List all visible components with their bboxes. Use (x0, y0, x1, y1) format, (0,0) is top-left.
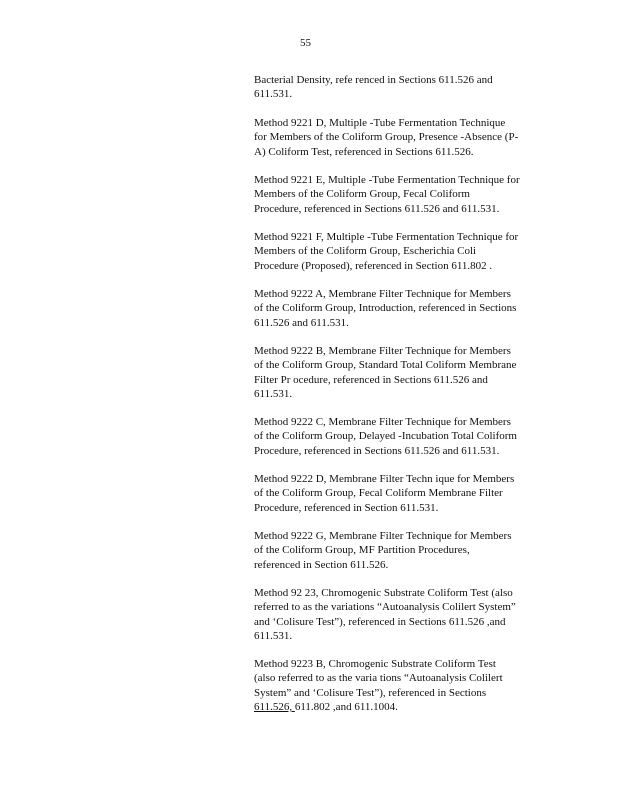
reference-entry: Method 9221 D, Multiple -Tube Fermentation Technique for Members of the Coliform Group, Presence -Absence (P- A) Coliform Test, referenced in Sections 611.526. (254, 117, 519, 158)
reference-entry (254, 657, 540, 714)
reference-entry: Method 9222 G, Membrane Filter Technique for Members of the Coliform Group, MF Partition Procedures, referenced in Section 611.526. (254, 530, 512, 571)
reference-entry: Method 9222 A, Membrane Filter Technique for Members of the Coliform Group, Introduction, referenced in Sections 611.526 and 611.531. (254, 288, 517, 329)
page-number: 55 (300, 37, 311, 49)
entry-text: 611.802 ,and 611.1004. (294, 700, 398, 713)
reference-entry: Bacterial Density, refe renced in Sections 611.526 and 611.531. (254, 74, 493, 101)
underlined-section-ref: 611.526, (254, 700, 295, 713)
entry-text: Method 9223 B, Chromogenic Substrate Coliform Test (also referred to as the varia tions “Autoanalysis Colilert System” and ‘Colisure Test”), referenced in Sections (254, 658, 503, 699)
reference-entry: Method 9222 D, Membrane Filter Techn ique for Members of the Coliform Group, Fecal Coliform Membrane Filter Procedure, referenced in Section 611.531. (254, 473, 515, 514)
reference-entry: Method 9222 B, Membrane Filter Technique for Members of the Coliform Group, Standard Total Coliform Membrane Filter Pr ocedure, referenced in Sections 611.526 and 611.531. (254, 345, 517, 400)
reference-entry: Method 92 23, Chromogenic Substrate Coliform Test (also referred to as the variations “Autoanalysis Colilert System” and ‘Colisure Test”), referenced in Sections 611.526 ,and 611.531. (254, 587, 516, 642)
reference-entry: Method 9221 E, Multiple -Tube Fermentation Technique for Members of the Coliform Group, Fecal Coliform Procedure, referenced in Sections 611.526 and 611.531. (254, 174, 520, 215)
reference-entry: Method 9221 F, Multiple -Tube Fermentation Technique for Members of the Coliform Group, Escherichia Coli Procedure (Proposed), referenced in Section 611.802 . (254, 231, 519, 272)
reference-entry: Method 9222 C, Membrane Filter Technique for Members of the Coliform Group, Delayed -Incubation Total Coliform Procedure, referenced in Sections 611.526 and 611.531. (254, 416, 517, 457)
